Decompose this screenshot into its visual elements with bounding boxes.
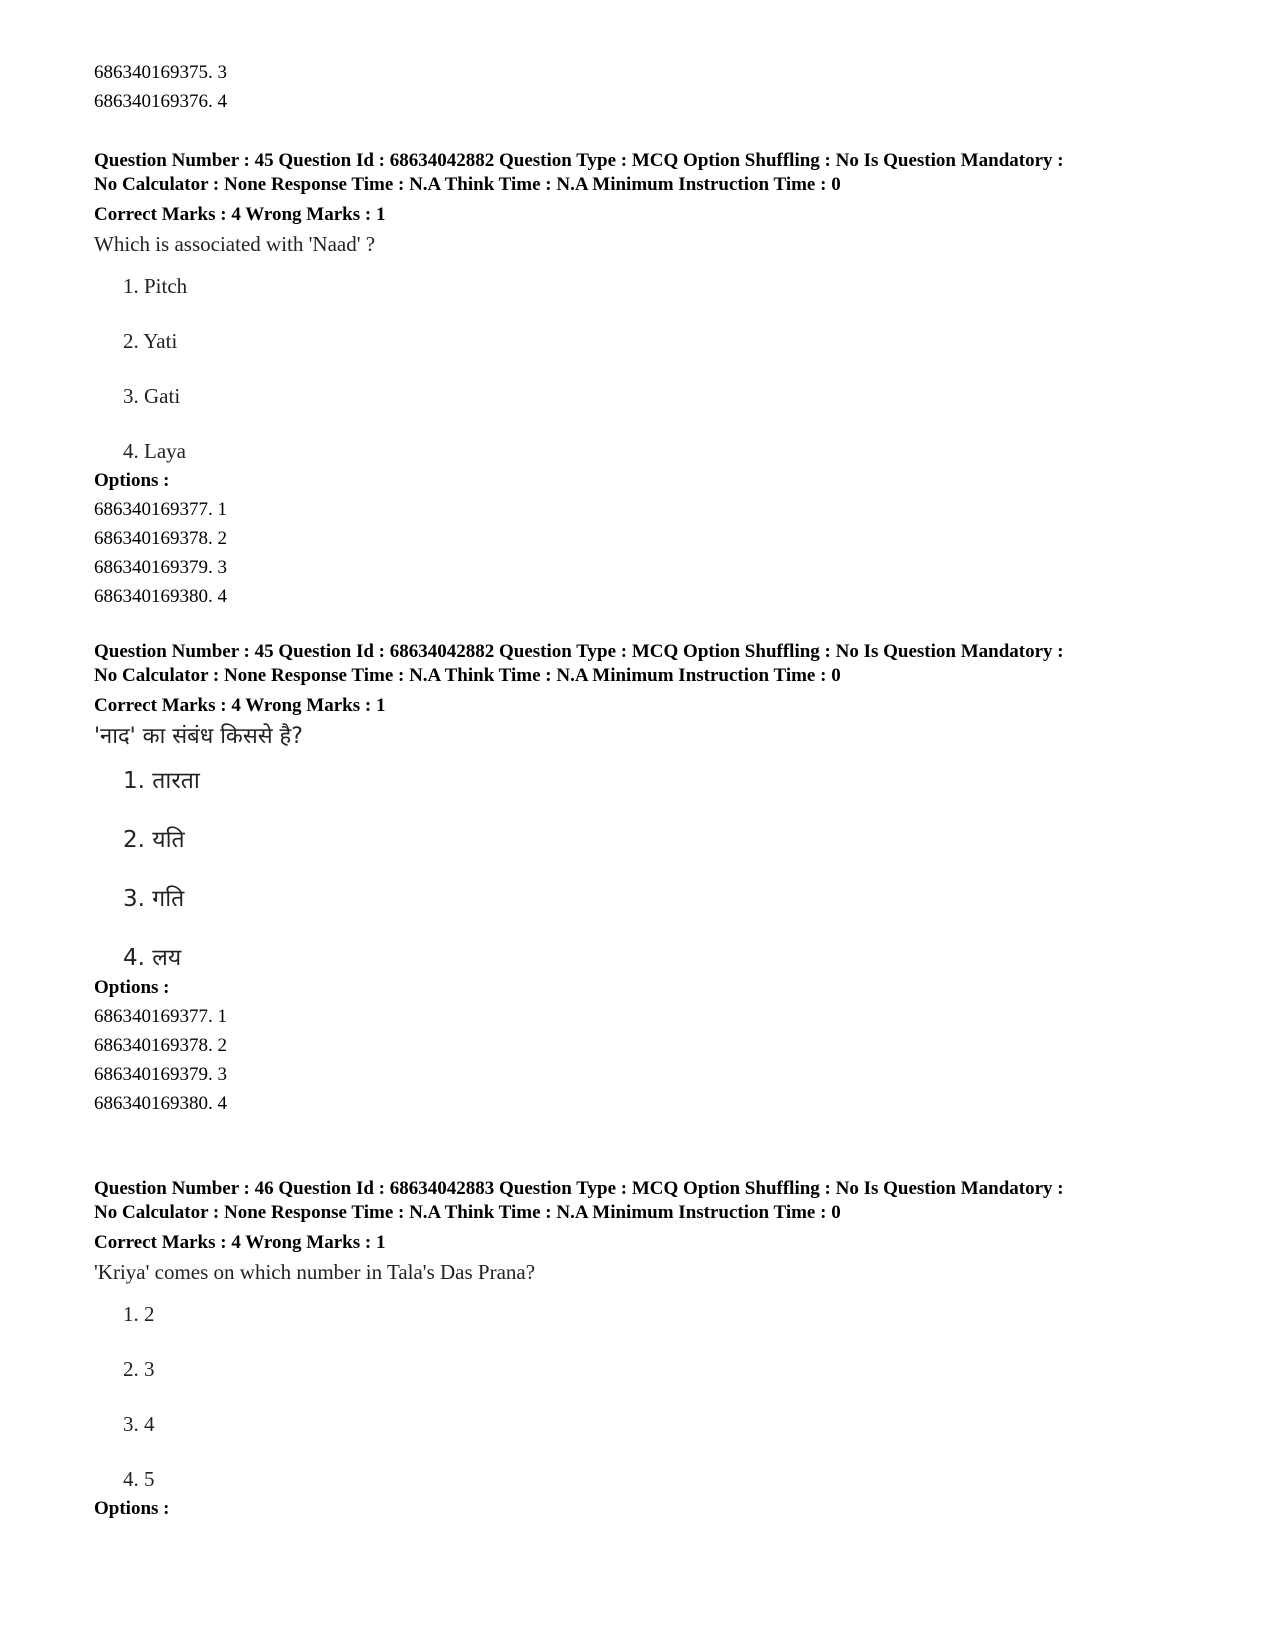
choice-item: 4. Laya — [123, 439, 186, 463]
choice-item: 1. तारता — [123, 768, 200, 794]
option-id-line: 686340169380. 4 — [94, 586, 227, 607]
question-text: Which is associated with 'Naad' ? — [94, 232, 376, 256]
question-text: 'नाद' का संबंध किससे है? — [94, 724, 303, 749]
choice-list — [94, 1287, 1214, 1494]
option-id-line: 686340169378. 2 — [94, 528, 227, 549]
question-block-46-english — [94, 1177, 1214, 1523]
question-meta-line: No Calculator : None Response Time : N.A Think Time : N.A Minimum Instruction Time : 0 — [94, 1202, 841, 1223]
options-label: Options : — [94, 1498, 170, 1519]
options-label: Options : — [94, 977, 170, 998]
choice-item: 3. गति — [123, 886, 185, 912]
question-meta-line: Question Number : 46 Question Id : 68634042883 Question Type : MCQ Option Shuffling : No Is Question Mandatory : — [94, 1178, 1064, 1199]
question-block-45-english — [94, 149, 1214, 611]
choice-list — [94, 754, 1214, 973]
marks-line: Correct Marks : 4 Wrong Marks : 1 — [94, 204, 386, 225]
option-id-line: 686340169378. 2 — [94, 1035, 227, 1056]
option-id-line: 686340169376. 4 — [94, 91, 227, 112]
choice-item: 4. 5 — [123, 1467, 155, 1491]
question-meta-line: Question Number : 45 Question Id : 68634042882 Question Type : MCQ Option Shuffling : No Is Question Mandatory : — [94, 641, 1064, 662]
choice-item: 2. Yati — [123, 329, 178, 353]
choice-item: 3. Gati — [123, 384, 181, 408]
option-id-line: 686340169375. 3 — [94, 62, 227, 83]
options-label: Options : — [94, 470, 170, 491]
option-id-line: 686340169379. 3 — [94, 557, 227, 578]
choice-list — [94, 259, 1214, 466]
choice-item: 2. 3 — [123, 1357, 155, 1381]
option-id-line: 686340169379. 3 — [94, 1064, 227, 1085]
question-meta-line: No Calculator : None Response Time : N.A Think Time : N.A Minimum Instruction Time : 0 — [94, 174, 841, 195]
question-text: 'Kriya' comes on which number in Tala's Das Prana? — [94, 1260, 536, 1284]
question-meta-line: No Calculator : None Response Time : N.A Think Time : N.A Minimum Instruction Time : 0 — [94, 665, 841, 686]
marks-line: Correct Marks : 4 Wrong Marks : 1 — [94, 1232, 386, 1253]
choice-item: 1. Pitch — [123, 274, 188, 298]
option-id-line: 686340169377. 1 — [94, 499, 227, 520]
option-id-line: 686340169380. 4 — [94, 1093, 227, 1114]
choice-item: 1. 2 — [123, 1302, 155, 1326]
marks-line: Correct Marks : 4 Wrong Marks : 1 — [94, 695, 386, 716]
previous-options — [94, 58, 1214, 116]
option-id-line: 686340169377. 1 — [94, 1006, 227, 1027]
choice-item: 4. लय — [123, 945, 182, 971]
choice-item: 3. 4 — [123, 1412, 155, 1436]
question-block-45-hindi — [94, 640, 1214, 1118]
question-meta-line: Question Number : 45 Question Id : 68634042882 Question Type : MCQ Option Shuffling : No Is Question Mandatory : — [94, 150, 1064, 171]
choice-item: 2. यति — [123, 827, 185, 853]
